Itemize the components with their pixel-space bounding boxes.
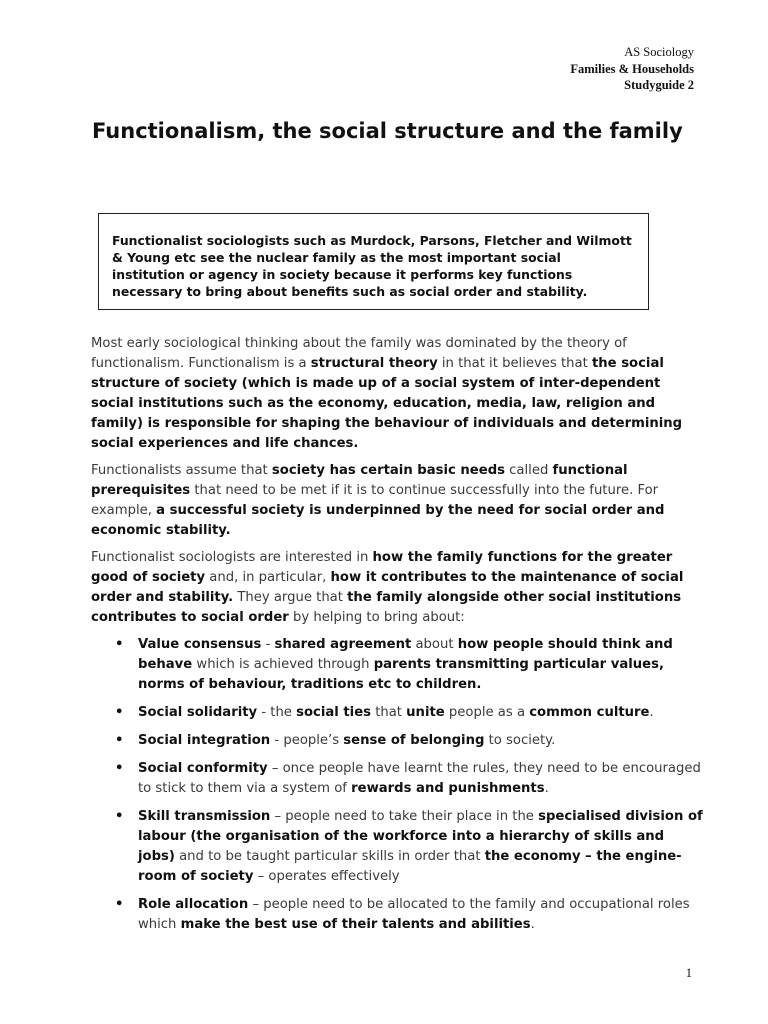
- paragraph: [91, 461, 703, 541]
- plain-text: that need to be met if it is to continue successfully into the future. For example,: [91, 483, 659, 518]
- list-item: [91, 807, 703, 887]
- page-title: Functionalism, the social structure and the family: [92, 119, 683, 143]
- emphasis-text: Social solidarity: [138, 705, 258, 720]
- plain-text: and, in particular,: [205, 570, 331, 585]
- bullet-icon: •: [115, 733, 124, 748]
- plain-text: in that it believes that: [437, 356, 592, 371]
- plain-text: and to be taught particular skills in order that: [174, 849, 485, 864]
- emphasis-text: how the family functions for the greater good of society: [91, 550, 673, 585]
- plain-text: -: [261, 637, 275, 652]
- emphasis-text: sense of belonging: [343, 733, 485, 748]
- paragraph: [91, 548, 703, 628]
- list-item: [91, 635, 703, 695]
- emphasis-text: make the best use of their talents and abilities: [180, 917, 531, 932]
- list-item: [91, 703, 703, 723]
- plain-text: Functionalist sociologists are interested in: [91, 550, 373, 565]
- emphasis-text: the economy – the engine-room of society: [138, 849, 682, 884]
- emphasis-text: Value consensus: [138, 637, 262, 652]
- emphasis-text: specialised division of labour (the organisation of the workforce into a hierarchy of skills and jobs): [138, 809, 703, 864]
- plain-text: .: [544, 781, 549, 796]
- emphasis-text: functional prerequisites: [91, 463, 628, 498]
- bullet-icon: •: [115, 809, 124, 824]
- header-guide: Studyguide 2: [624, 78, 694, 92]
- emphasis-text: Skill transmission: [138, 809, 271, 824]
- plain-text: Most early sociological thinking about the family was dominated by the theory of functionalism. Functionalism is a: [91, 336, 627, 371]
- emphasis-text: unite: [406, 705, 445, 720]
- list-item-text: [138, 705, 654, 720]
- plain-text: – operates effectively: [253, 869, 400, 884]
- plain-text: people as a: [444, 705, 530, 720]
- list-item: [91, 895, 703, 935]
- list-item-text: [138, 809, 703, 884]
- plain-text: – once people have learnt the rules, they need to be encouraged to stick to them via a system of: [138, 761, 701, 796]
- plain-text: about: [411, 637, 458, 652]
- emphasis-text: common culture: [529, 705, 650, 720]
- emphasis-text: Social conformity: [138, 761, 268, 776]
- body-text: [91, 334, 703, 943]
- plain-text: by helping to bring about:: [288, 610, 465, 625]
- paragraph: [91, 334, 703, 454]
- plain-text: that: [371, 705, 407, 720]
- bullet-icon: •: [115, 705, 124, 720]
- list-item: [91, 759, 703, 799]
- emphasis-text: society has certain basic needs: [271, 463, 505, 478]
- intro-summary-box: Functionalist sociologists such as Murdock, Parsons, Fletcher and Wilmott & Young etc see the nuclear family as the most important social institution or agency in society because it performs key functions necessary to bring about benefits such as social order and stability.: [98, 213, 649, 310]
- bullet-icon: •: [115, 637, 124, 652]
- plain-text: .: [530, 917, 535, 932]
- page-number: 1: [685, 966, 692, 980]
- header-topic: Families & Households: [570, 61, 694, 76]
- emphasis-text: shared agreement: [274, 637, 412, 652]
- emphasis-text: the social structure of society (which is made up of a social system of inter-dependent social institutions such as the economy, education, media, law, religion and family) is responsible for shaping the behaviour of individuals and determining social experiences and life chances.: [91, 356, 683, 451]
- emphasis-text: how people should think and behave: [138, 637, 673, 672]
- plain-text: Functionalists assume that: [91, 463, 272, 478]
- bullet-icon: •: [115, 897, 124, 912]
- plain-text: – people need to be allocated to the family and occupational roles which: [138, 897, 690, 932]
- emphasis-text: social ties: [296, 705, 371, 720]
- plain-text: - people’s: [270, 733, 344, 748]
- emphasis-text: Role allocation: [138, 897, 249, 912]
- plain-text: which is achieved through: [192, 657, 374, 672]
- emphasis-text: the family alongside other social institutions contributes to social order: [91, 590, 682, 625]
- emphasis-text: rewards and punishments: [351, 781, 545, 796]
- list-item-text: [138, 897, 690, 932]
- list-item-text: [138, 733, 555, 748]
- document-header: [570, 44, 694, 94]
- plain-text: to society.: [484, 733, 556, 748]
- emphasis-text: how it contributes to the maintenance of social order and stability.: [91, 570, 684, 605]
- emphasis-text: Social integration: [138, 733, 271, 748]
- list-item: [91, 731, 703, 751]
- header-course: AS Sociology: [624, 45, 694, 59]
- emphasis-text: a successful society is underpinned by the need for social order and economic stability.: [91, 503, 665, 538]
- plain-text: .: [649, 705, 654, 720]
- list-item-text: [138, 637, 673, 692]
- plain-text: - the: [257, 705, 297, 720]
- functions-list: [91, 635, 703, 935]
- plain-text: called: [504, 463, 553, 478]
- emphasis-text: parents transmitting particular values, norms of behaviour, traditions etc to children.: [138, 657, 664, 692]
- emphasis-text: structural theory: [310, 356, 438, 371]
- bullet-icon: •: [115, 761, 124, 776]
- plain-text: They argue that: [233, 590, 348, 605]
- list-item-text: [138, 761, 701, 796]
- plain-text: – people need to take their place in the: [270, 809, 539, 824]
